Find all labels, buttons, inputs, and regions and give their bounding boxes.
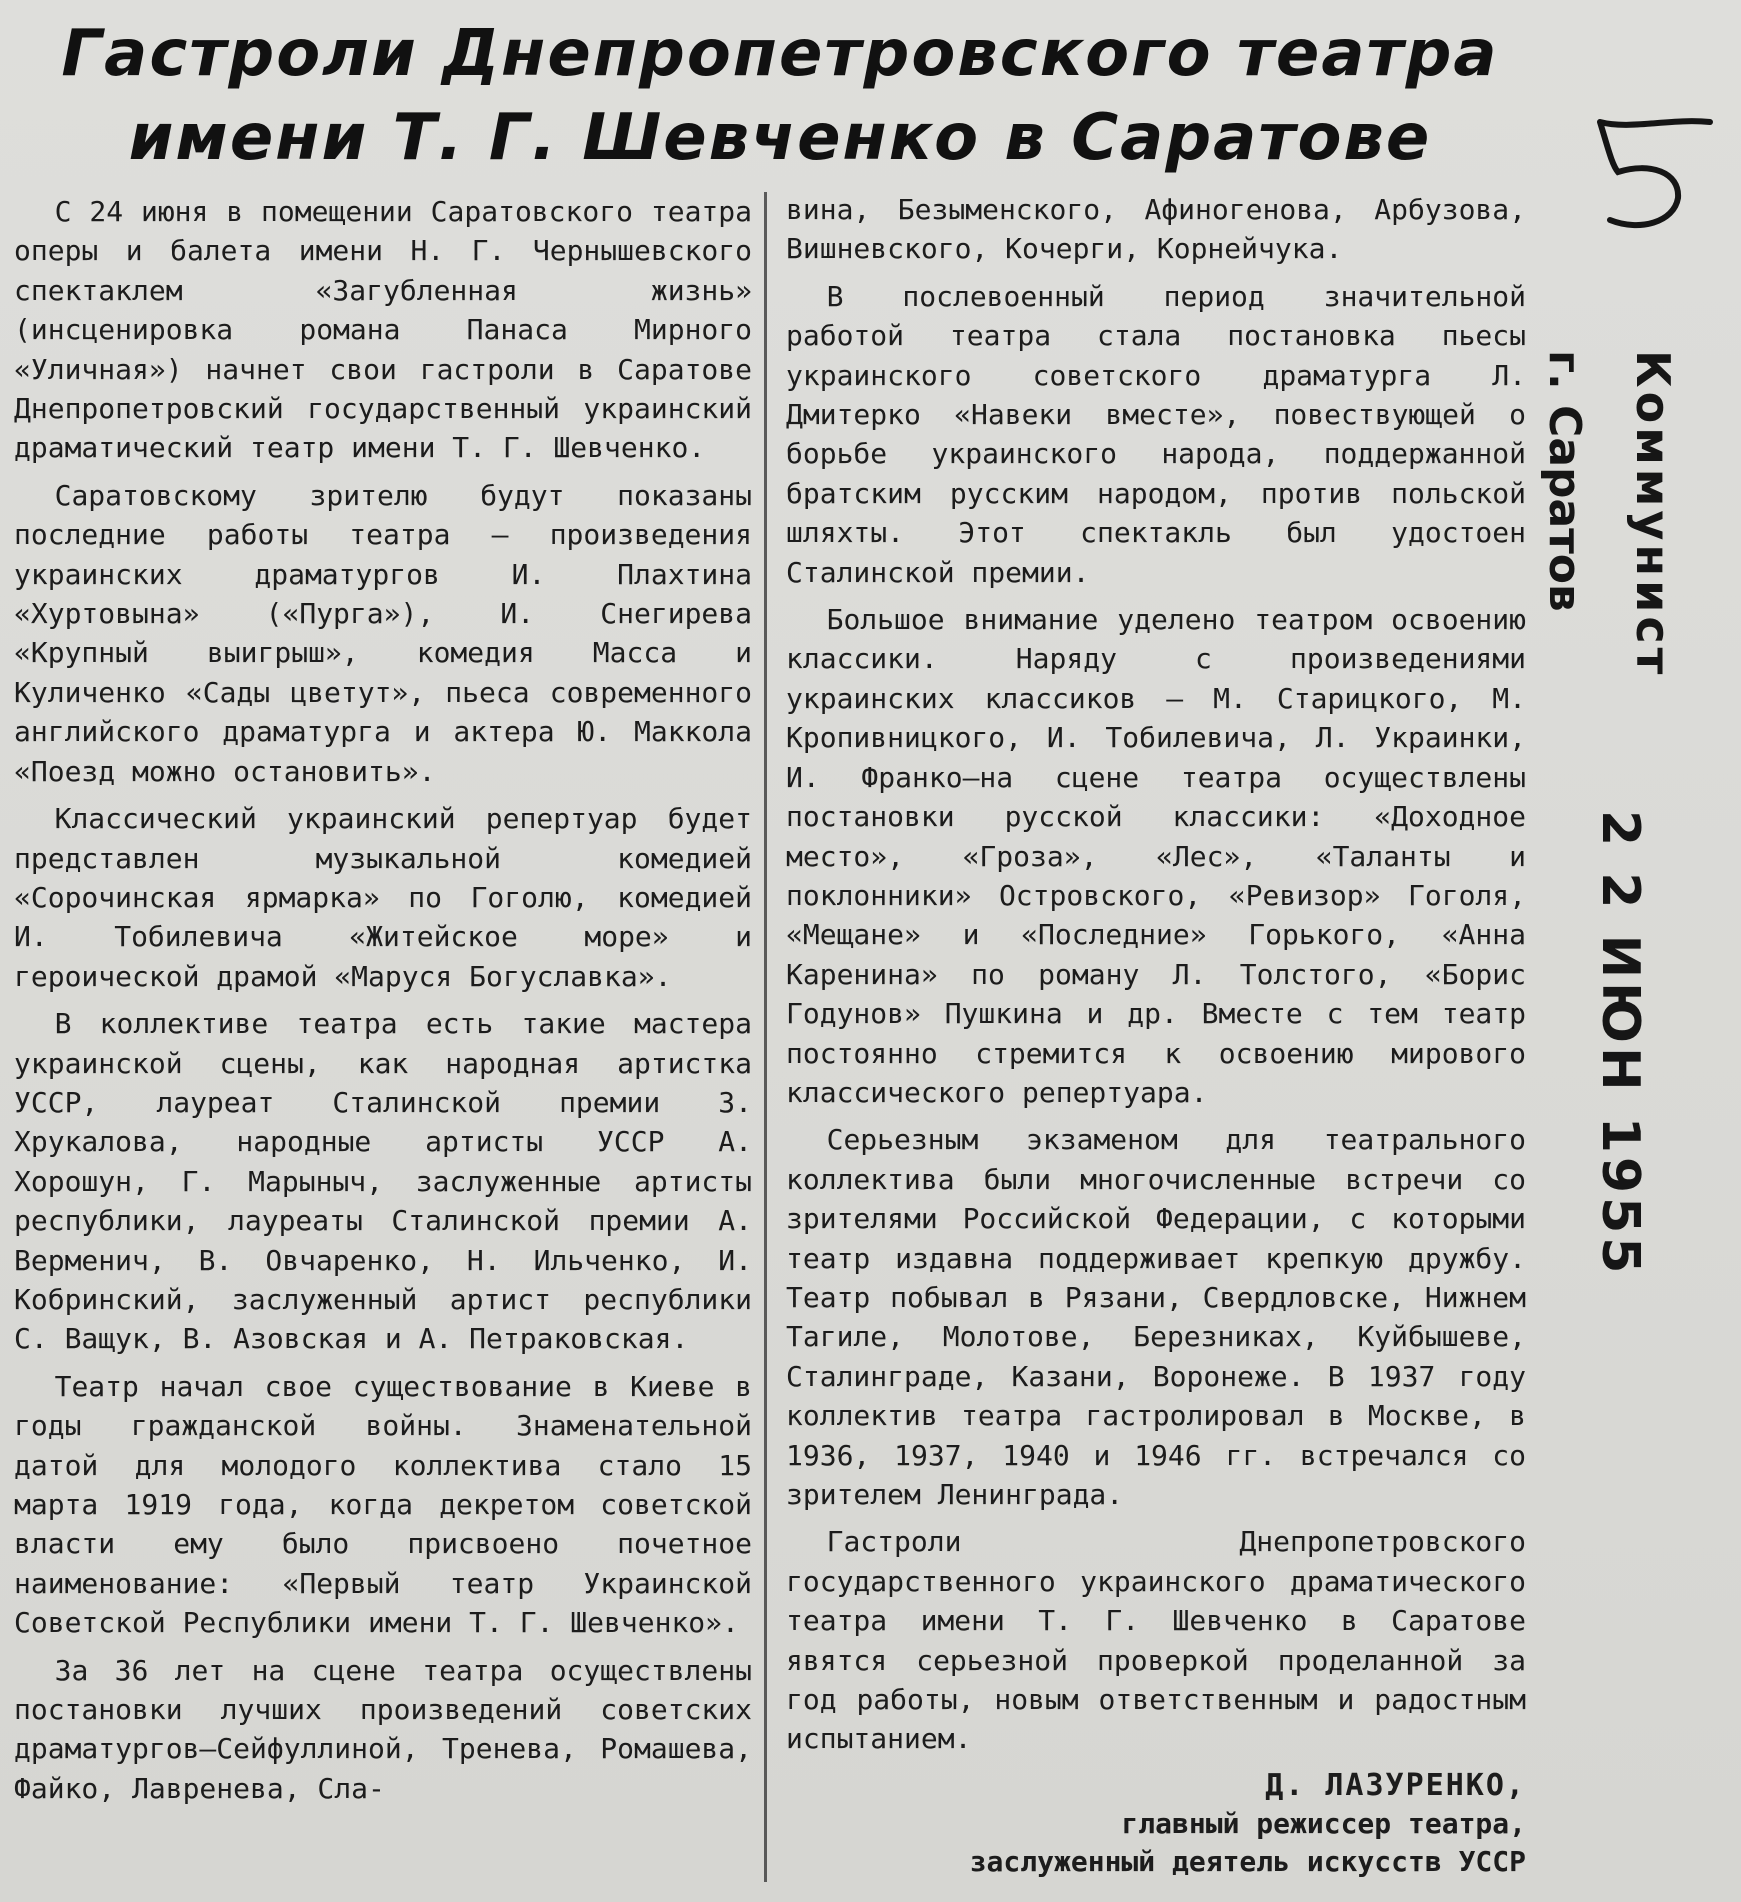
paragraph: вина, Безыменского, Афиногенова, Арбузова, Вишневского, Кочерги, Корнейчука. [786,193,1526,266]
paragraph: Большое внимание уделено театром освоению классики. Наряду с произведениями украинских классиков — М. Старицкого, М. Кропивницкого, И. Тобилевича, Л. Украинки, И. Франко—на сцене театра осуществлены постановки русской классики: «Доходное место», «Гроза», «Лес», «Таланты и поклонники» Островского, «Ревизор» Гоголя, «Мещане» и «Последние» Горького, «Анна Каренина» по роману Л. Толстого, «Борис Годунов» Пушкина и др. Вместе с тем театр постоянно стремится к освоению мирового классического репертуара. [786,603,1526,1109]
author-name: Д. ЛАЗУРЕНКО, [1265,1767,1526,1803]
stamp-city: г. Саратов [1539,350,1590,612]
paragraph: Саратовскому зрителю будут показаны последние работы театра — произведения украинских драматургов И. Плахтина «Хуртовына» («Пурга»), И. Снегирева «Крупный выигрыш», комедия Масса и Куличенко «Сады цветут», пьеса современного английского драматурга и актера Ю. Маккола «Поезд можно остановить». [14,478,752,788]
paragraph: За 36 лет на сцене театра осуществлены постановки лучших произведений советских драматургов—Сейфуллиной, Тренева, Ромашева, Файко, Лавренева, Сла- [14,1653,752,1805]
paragraph: С 24 июня в помещении Саратовского театра оперы и балета имени Н. Г. Чернышевского спектаклем «Загубленная жизнь» (инсценировка романа Панаса Мирного «Уличная») начнет свои гастроли в Саратове Днепропетровский государственный украинский драматический театр имени Т. Г. Шевченко. [14,195,752,465]
paragraph: В коллективе театра есть такие мастера украинской сцены, как народная артистка УССР, лауреат Сталинской премии З. Хрукалова, народные артисты УССР А. Хорошун, Г. Марыныч, заслуженные артисты республики, лауреаты Сталинской премии А. Верменич, В. Овчаренко, Н. Ильченко, И. Кобринский, заслуженный артист республики С. Ващук, В. Азовская и А. Петраковская. [14,1007,752,1356]
article-headline [60,12,1500,180]
right-column [786,190,1526,1881]
headline-line-2: имени Т. Г. Шевченко в Саратове [128,101,1432,175]
paragraph: Гастроли Днепропетровского государственного украинского драматического театра имени Т. Г. Шевченко в Саратове явятся серьезной проверкой проделанной за год работы, новым ответственным и радостным испытанием. [786,1525,1526,1756]
column-divider [764,192,767,1882]
paragraph: Серьезным экзаменом для театрального коллектива были многочисленные встречи со зрителями Российской Федерации, с которыми театр издавна поддерживает крепкую дружбу. Театр побывал в Рязани, Свердловске, Нижнем Тагиле, Молотове, Березниках, Куйбышеве, Сталинграде, Казани, Воронеже. В 1937 году коллектив театра гастролировал в Москве, в 1936, 1937, 1940 и 1946 гг. встречался со зрителем Ленинграда. [786,1123,1526,1511]
paragraph: В послевоенный период значительной работой театра стала постановка пьесы украинского советского драматурга Л. Дмитерко «Навеки вместе», повествующей о борьбе украинского народа, поддержанной братским русским народом, против польской шляхты. Этот спектакль был удостоен Сталинской премии. [786,279,1526,589]
paragraph: Классический украинский репертуар будет представлен музыкальной комедией «Сорочинская ярмарка» по Гоголю, комедией И. Тобилевича «Житейское море» и героической драмой «Маруся Богуславка». [14,802,752,993]
handwritten-mark-icon [1560,110,1730,240]
stamp-newspaper: Коммунист [1626,350,1680,679]
headline-line-1: Гастроли Днепропетровского театра [61,17,1499,91]
author-signature [786,1767,1526,1881]
stamp-date: 2 2 ИЮН 1955 [1590,810,1650,1278]
left-column [14,192,752,1816]
author-honor: заслуженный деятель искусств УССР [969,1844,1526,1878]
archive-stamp [1530,350,1720,1280]
author-title: главный режиссер театра, [1121,1806,1526,1840]
paragraph: Театр начал свое существование в Киеве в годы гражданской войны. Знаменательной датой для молодого коллектива стало 15 марта 1919 года, когда декретом советской власти ему было присвоено почетное наименование: «Первый театр Украинской Советской Республики имени Т. Г. Шевченко». [14,1369,752,1640]
